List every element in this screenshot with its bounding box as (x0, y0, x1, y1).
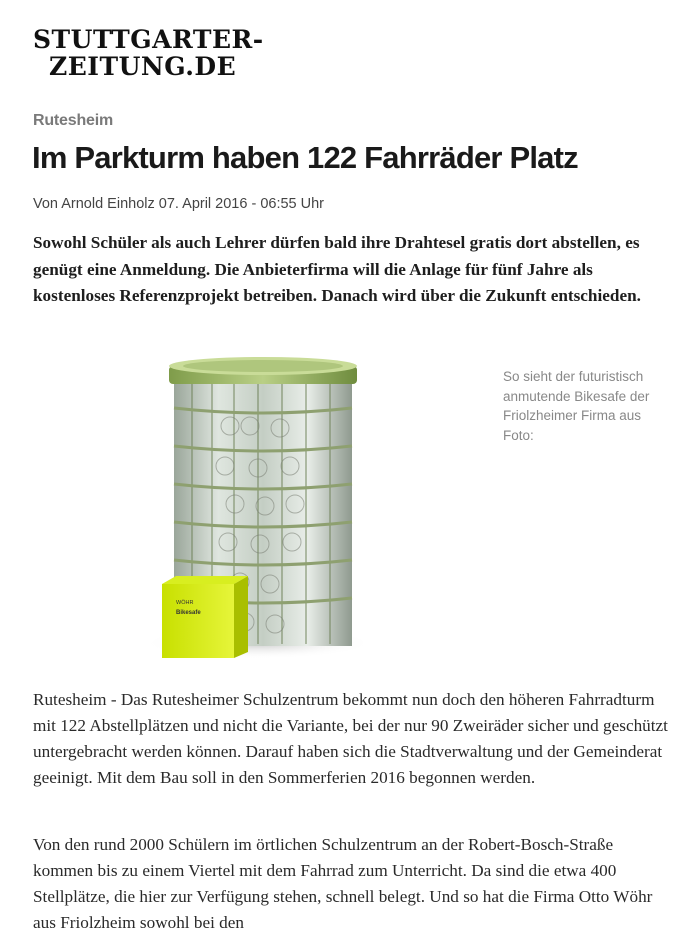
sign-brand: WÖHR (176, 600, 194, 606)
article-byline: Von Arnold Einholz 07. April 2016 - 06:55 Uhr (33, 196, 324, 212)
bikesafe-tower-illustration (140, 338, 370, 660)
site-logo[interactable] (33, 26, 264, 80)
article-lead: Sowohl Schüler als auch Lehrer dürfen bald ihre Drahtesel gratis dort abstellen, es genügt eine Anmeldung. Die Anbieterfirma will die Anlage für fünf Jahre als kostenloses Referenzprojekt betreiben. Danach wird über die Zukunft entschieden. (33, 233, 641, 305)
logo-line-2: ZEITUNG.DE (49, 52, 237, 81)
article-image[interactable] (140, 338, 370, 660)
image-caption: So sieht der futuristisch anmutende Bikesafe der Friolzheimer Firma aus Foto: (503, 369, 650, 443)
article-paragraph: Rutesheim - Das Rutesheimer Schulzentrum bekommt nun doch den höheren Fahrradturm mit 122 Abstellplätzen und nicht die Variante, bei der nur 90 Zweiräder sicher und geschützt untergebracht werden können. Darauf haben sich die Stadtverwaltung und der Gemeinderat geeinigt. Mit dem Bau soll in den Sommerferien 2016 begonnen werden. (33, 690, 668, 787)
article-paragraph: Von den rund 2000 Schülern im örtlichen Schulzentrum an der Robert-Bosch-Straße kommen bis zu einem Viertel mit dem Fahrrad zum Unterricht. Da sind die etwa 400 Stellplätze, die hier zur Verfügung stehen, schnell belegt. Und so hat die Firma Otto Wöhr aus Friolzheim sowohl bei den (33, 835, 653, 932)
logo-line-1: STUTTGARTER- (33, 25, 264, 54)
article-headline: Im Parkturm haben 122 Fahrräder Platz (32, 140, 578, 175)
article-kicker: Rutesheim (33, 112, 113, 129)
sign-product: Bikesafe (176, 610, 201, 616)
